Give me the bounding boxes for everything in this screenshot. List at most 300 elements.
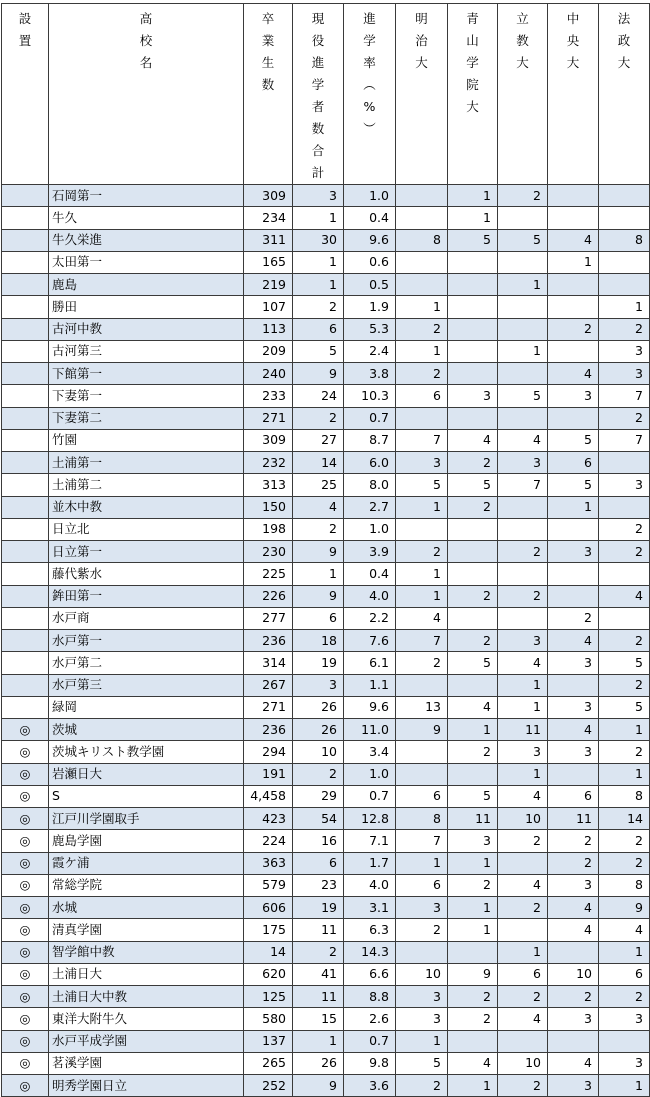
aoyama-gakuin-cell bbox=[448, 318, 498, 340]
aoyama-gakuin-cell: 3 bbox=[448, 385, 498, 407]
graduates-cell: 107 bbox=[244, 296, 293, 318]
hosei-cell: 3 bbox=[599, 1052, 650, 1074]
school-name-cell: 鹿島 bbox=[49, 274, 244, 296]
hosei-cell: 2 bbox=[599, 986, 650, 1008]
header-meiji bbox=[396, 4, 448, 185]
aoyama-gakuin-cell bbox=[448, 763, 498, 785]
chuo-cell bbox=[548, 340, 599, 362]
graduates-cell: 579 bbox=[244, 874, 293, 896]
setchi-mark-cell bbox=[2, 363, 49, 385]
header-char: 現 bbox=[311, 11, 325, 26]
total-admitted-cell: 3 bbox=[293, 674, 344, 696]
total-admitted-cell: 4 bbox=[293, 496, 344, 518]
school-name-cell: 江戸川学園取手 bbox=[49, 808, 244, 830]
table-row bbox=[2, 407, 650, 429]
meiji-cell: 7 bbox=[396, 429, 448, 451]
setchi-mark-cell: ◎ bbox=[2, 785, 49, 807]
rikkyo-cell bbox=[498, 919, 548, 941]
rikkyo-cell: 10 bbox=[498, 1052, 548, 1074]
chuo-cell: 1 bbox=[548, 251, 599, 273]
total-admitted-cell: 24 bbox=[293, 385, 344, 407]
meiji-cell bbox=[396, 207, 448, 229]
admission-rate-cell: 0.6 bbox=[344, 251, 396, 273]
chuo-cell bbox=[548, 585, 599, 607]
hosei-cell: 9 bbox=[599, 897, 650, 919]
table-row bbox=[2, 852, 650, 874]
hosei-cell: 3 bbox=[599, 1008, 650, 1030]
school-name-cell: 智学館中教 bbox=[49, 941, 244, 963]
chuo-cell: 4 bbox=[548, 919, 599, 941]
table-row bbox=[2, 897, 650, 919]
admission-rate-cell: 0.7 bbox=[344, 785, 396, 807]
school-name-cell: 東洋大附牛久 bbox=[49, 1008, 244, 1030]
rikkyo-cell: 1 bbox=[498, 696, 548, 718]
admission-rate-cell: 12.8 bbox=[344, 808, 396, 830]
setchi-mark-cell: ◎ bbox=[2, 1052, 49, 1074]
rikkyo-cell: 10 bbox=[498, 808, 548, 830]
graduates-cell: 240 bbox=[244, 363, 293, 385]
aoyama-gakuin-cell: 4 bbox=[448, 1052, 498, 1074]
admission-rate-cell: 1.0 bbox=[344, 185, 396, 207]
graduates-cell: 113 bbox=[244, 318, 293, 340]
table-row bbox=[2, 941, 650, 963]
chuo-cell: 6 bbox=[548, 452, 599, 474]
setchi-mark-cell: ◎ bbox=[2, 852, 49, 874]
meiji-cell: 5 bbox=[396, 474, 448, 496]
header-char: 高 bbox=[139, 11, 153, 26]
admission-rate-cell: 7.1 bbox=[344, 830, 396, 852]
table-row bbox=[2, 541, 650, 563]
hosei-cell: 4 bbox=[599, 919, 650, 941]
aoyama-gakuin-cell: 2 bbox=[448, 452, 498, 474]
rikkyo-cell: 2 bbox=[498, 986, 548, 1008]
graduates-cell: 198 bbox=[244, 518, 293, 540]
hosei-cell: 4 bbox=[599, 585, 650, 607]
table-row bbox=[2, 296, 650, 318]
meiji-cell: 2 bbox=[396, 919, 448, 941]
header-char: ︶ bbox=[363, 121, 376, 136]
header-char: 卒 bbox=[261, 11, 275, 26]
header-char: 大 bbox=[617, 55, 631, 70]
header-char: 学 bbox=[311, 77, 325, 92]
table-row bbox=[2, 919, 650, 941]
setchi-mark-cell: ◎ bbox=[2, 874, 49, 896]
header-char: 央 bbox=[566, 33, 580, 48]
rikkyo-cell: 4 bbox=[498, 429, 548, 451]
table-row bbox=[2, 808, 650, 830]
hosei-cell bbox=[599, 251, 650, 273]
total-admitted-cell: 29 bbox=[293, 785, 344, 807]
graduates-cell: 232 bbox=[244, 452, 293, 474]
header-char: 大 bbox=[415, 55, 428, 70]
admission-rate-cell: 4.0 bbox=[344, 874, 396, 896]
chuo-cell: 4 bbox=[548, 719, 599, 741]
setchi-mark-cell bbox=[2, 696, 49, 718]
meiji-cell: 5 bbox=[396, 1052, 448, 1074]
chuo-cell: 6 bbox=[548, 785, 599, 807]
school-name-cell: 藤代紫水 bbox=[49, 563, 244, 585]
hosei-cell bbox=[599, 452, 650, 474]
rikkyo-cell: 4 bbox=[498, 652, 548, 674]
meiji-cell: 8 bbox=[396, 229, 448, 251]
hosei-cell: 1 bbox=[599, 296, 650, 318]
graduates-cell: 271 bbox=[244, 696, 293, 718]
admission-rate-cell: 9.6 bbox=[344, 229, 396, 251]
admission-rate-cell: 2.2 bbox=[344, 607, 396, 629]
hosei-cell: 2 bbox=[599, 541, 650, 563]
chuo-cell: 2 bbox=[548, 830, 599, 852]
school-name-cell: 水戸商 bbox=[49, 607, 244, 629]
header-char: 学 bbox=[466, 55, 479, 70]
aoyama-gakuin-cell: 2 bbox=[448, 986, 498, 1008]
header-char: 中 bbox=[566, 11, 580, 26]
header-char: 名 bbox=[139, 55, 153, 70]
chuo-cell bbox=[548, 563, 599, 585]
admission-rate-cell: 6.1 bbox=[344, 652, 396, 674]
graduates-cell: 165 bbox=[244, 251, 293, 273]
graduates-cell: 252 bbox=[244, 1075, 293, 1097]
school-name-cell: 土浦第二 bbox=[49, 474, 244, 496]
graduates-cell: 125 bbox=[244, 986, 293, 1008]
hosei-cell bbox=[599, 207, 650, 229]
meiji-cell bbox=[396, 185, 448, 207]
total-admitted-cell: 9 bbox=[293, 541, 344, 563]
admission-rate-cell: 3.1 bbox=[344, 897, 396, 919]
chuo-cell bbox=[548, 407, 599, 429]
header-char: 治 bbox=[415, 33, 428, 48]
school-name-cell: 茨城 bbox=[49, 719, 244, 741]
admission-rate-cell: 1.9 bbox=[344, 296, 396, 318]
meiji-cell bbox=[396, 251, 448, 273]
total-admitted-cell: 15 bbox=[293, 1008, 344, 1030]
hosei-cell: 1 bbox=[599, 719, 650, 741]
graduates-cell: 311 bbox=[244, 229, 293, 251]
chuo-cell: 4 bbox=[548, 1052, 599, 1074]
total-admitted-cell: 18 bbox=[293, 630, 344, 652]
admission-rate-cell: 14.3 bbox=[344, 941, 396, 963]
table-row bbox=[2, 785, 650, 807]
header-char: 大 bbox=[466, 99, 479, 114]
hosei-cell: 1 bbox=[599, 763, 650, 785]
meiji-cell: 1 bbox=[396, 296, 448, 318]
setchi-mark-cell: ◎ bbox=[2, 897, 49, 919]
header-char: 者 bbox=[311, 99, 325, 114]
meiji-cell: 7 bbox=[396, 630, 448, 652]
total-admitted-cell: 23 bbox=[293, 874, 344, 896]
graduates-cell: 191 bbox=[244, 763, 293, 785]
total-admitted-cell: 6 bbox=[293, 318, 344, 340]
school-name-cell: 鉾田第一 bbox=[49, 585, 244, 607]
total-admitted-cell: 2 bbox=[293, 941, 344, 963]
setchi-mark-cell: ◎ bbox=[2, 1030, 49, 1052]
admission-rate-cell: 0.4 bbox=[344, 563, 396, 585]
graduates-cell: 224 bbox=[244, 830, 293, 852]
meiji-cell bbox=[396, 941, 448, 963]
school-name-cell: 勝田 bbox=[49, 296, 244, 318]
rikkyo-cell: 1 bbox=[498, 941, 548, 963]
meiji-cell: 1 bbox=[396, 1030, 448, 1052]
rikkyo-cell bbox=[498, 496, 548, 518]
admission-rate-cell: 2.4 bbox=[344, 340, 396, 362]
rikkyo-cell: 4 bbox=[498, 785, 548, 807]
setchi-mark-cell bbox=[2, 251, 49, 273]
meiji-cell: 3 bbox=[396, 452, 448, 474]
aoyama-gakuin-cell bbox=[448, 363, 498, 385]
graduates-cell: 4,458 bbox=[244, 785, 293, 807]
graduates-cell: 363 bbox=[244, 852, 293, 874]
setchi-mark-cell bbox=[2, 585, 49, 607]
meiji-cell: 2 bbox=[396, 1075, 448, 1097]
aoyama-gakuin-cell: 11 bbox=[448, 808, 498, 830]
graduates-cell: 314 bbox=[244, 652, 293, 674]
graduates-cell: 309 bbox=[244, 429, 293, 451]
setchi-mark-cell bbox=[2, 630, 49, 652]
hosei-cell: 14 bbox=[599, 808, 650, 830]
admission-rate-cell: 3.4 bbox=[344, 741, 396, 763]
hosei-cell bbox=[599, 274, 650, 296]
admission-rate-cell: 10.3 bbox=[344, 385, 396, 407]
table-row bbox=[2, 340, 650, 362]
aoyama-gakuin-cell: 1 bbox=[448, 852, 498, 874]
school-name-cell: 水戸平成学園 bbox=[49, 1030, 244, 1052]
total-admitted-cell: 2 bbox=[293, 407, 344, 429]
chuo-cell: 4 bbox=[548, 630, 599, 652]
chuo-cell: 5 bbox=[548, 429, 599, 451]
setchi-mark-cell: ◎ bbox=[2, 741, 49, 763]
header-setchi bbox=[2, 4, 49, 185]
rikkyo-cell bbox=[498, 852, 548, 874]
hosei-cell: 2 bbox=[599, 318, 650, 340]
admission-rate-cell: 6.3 bbox=[344, 919, 396, 941]
school-name-cell: 茗溪学園 bbox=[49, 1052, 244, 1074]
rikkyo-cell: 3 bbox=[498, 741, 548, 763]
meiji-cell: 3 bbox=[396, 986, 448, 1008]
aoyama-gakuin-cell: 1 bbox=[448, 719, 498, 741]
rikkyo-cell: 2 bbox=[498, 1075, 548, 1097]
graduates-cell: 236 bbox=[244, 630, 293, 652]
table-row bbox=[2, 874, 650, 896]
table-row bbox=[2, 607, 650, 629]
meiji-cell: 6 bbox=[396, 785, 448, 807]
school-name-cell: 下館第一 bbox=[49, 363, 244, 385]
rikkyo-cell bbox=[498, 607, 548, 629]
header-char: 率 bbox=[363, 55, 376, 70]
meiji-cell: 9 bbox=[396, 719, 448, 741]
rikkyo-cell bbox=[498, 363, 548, 385]
rikkyo-cell: 1 bbox=[498, 763, 548, 785]
graduates-cell: 271 bbox=[244, 407, 293, 429]
total-admitted-cell: 1 bbox=[293, 274, 344, 296]
table-row bbox=[2, 429, 650, 451]
table-row bbox=[2, 986, 650, 1008]
graduates-cell: 265 bbox=[244, 1052, 293, 1074]
total-admitted-cell: 1 bbox=[293, 207, 344, 229]
table-row bbox=[2, 363, 650, 385]
chuo-cell: 3 bbox=[548, 741, 599, 763]
chuo-cell bbox=[548, 941, 599, 963]
chuo-cell bbox=[548, 763, 599, 785]
rikkyo-cell: 4 bbox=[498, 1008, 548, 1030]
hosei-cell: 2 bbox=[599, 518, 650, 540]
header-char: 政 bbox=[617, 33, 631, 48]
header-char: 法 bbox=[617, 11, 631, 26]
table-row bbox=[2, 830, 650, 852]
admission-rate-cell: 1.0 bbox=[344, 763, 396, 785]
hosei-cell: 3 bbox=[599, 363, 650, 385]
admission-rate-cell: 7.6 bbox=[344, 630, 396, 652]
aoyama-gakuin-cell: 1 bbox=[448, 897, 498, 919]
school-name-cell: 古河中教 bbox=[49, 318, 244, 340]
aoyama-gakuin-cell: 2 bbox=[448, 1008, 498, 1030]
total-admitted-cell: 26 bbox=[293, 1052, 344, 1074]
hosei-cell: 8 bbox=[599, 785, 650, 807]
meiji-cell: 1 bbox=[396, 563, 448, 585]
rikkyo-cell bbox=[498, 318, 548, 340]
header-chuo bbox=[548, 4, 599, 185]
graduates-cell: 150 bbox=[244, 496, 293, 518]
graduates-cell: 606 bbox=[244, 897, 293, 919]
aoyama-gakuin-cell bbox=[448, 518, 498, 540]
chuo-cell: 2 bbox=[548, 986, 599, 1008]
table-row bbox=[2, 318, 650, 340]
aoyama-gakuin-cell: 5 bbox=[448, 652, 498, 674]
total-admitted-cell: 25 bbox=[293, 474, 344, 496]
total-admitted-cell: 9 bbox=[293, 363, 344, 385]
admission-rate-cell: 0.5 bbox=[344, 274, 396, 296]
table-row bbox=[2, 696, 650, 718]
rikkyo-cell: 1 bbox=[498, 674, 548, 696]
header-rikkyo bbox=[498, 4, 548, 185]
total-admitted-cell: 27 bbox=[293, 429, 344, 451]
table-row bbox=[2, 763, 650, 785]
rikkyo-cell bbox=[498, 296, 548, 318]
admission-rate-cell: 0.7 bbox=[344, 1030, 396, 1052]
meiji-cell bbox=[396, 518, 448, 540]
hosei-cell bbox=[599, 496, 650, 518]
total-admitted-cell: 9 bbox=[293, 585, 344, 607]
meiji-cell bbox=[396, 274, 448, 296]
admission-rate-cell: 5.3 bbox=[344, 318, 396, 340]
header-row bbox=[2, 4, 650, 185]
table-row bbox=[2, 518, 650, 540]
hosei-cell: 1 bbox=[599, 941, 650, 963]
school-name-cell: 太田第一 bbox=[49, 251, 244, 273]
setchi-mark-cell bbox=[2, 296, 49, 318]
table-row bbox=[2, 719, 650, 741]
total-admitted-cell: 2 bbox=[293, 763, 344, 785]
admission-rate-cell: 6.6 bbox=[344, 963, 396, 985]
table-row bbox=[2, 474, 650, 496]
admission-rate-cell: 3.6 bbox=[344, 1075, 396, 1097]
table-row bbox=[2, 630, 650, 652]
admission-rate-cell: 1.0 bbox=[344, 518, 396, 540]
setchi-mark-cell bbox=[2, 318, 49, 340]
aoyama-gakuin-cell: 2 bbox=[448, 741, 498, 763]
admission-rate-cell: 1.1 bbox=[344, 674, 396, 696]
chuo-cell: 4 bbox=[548, 229, 599, 251]
table-row bbox=[2, 674, 650, 696]
aoyama-gakuin-cell: 1 bbox=[448, 1075, 498, 1097]
header-char: ︵ bbox=[363, 77, 376, 92]
admission-rate-cell: 0.4 bbox=[344, 207, 396, 229]
admission-rate-cell: 9.6 bbox=[344, 696, 396, 718]
hosei-cell: 3 bbox=[599, 340, 650, 362]
chuo-cell: 3 bbox=[548, 1008, 599, 1030]
meiji-cell: 2 bbox=[396, 318, 448, 340]
aoyama-gakuin-cell: 3 bbox=[448, 830, 498, 852]
setchi-mark-cell bbox=[2, 496, 49, 518]
rikkyo-cell bbox=[498, 407, 548, 429]
setchi-mark-cell: ◎ bbox=[2, 941, 49, 963]
aoyama-gakuin-cell bbox=[448, 1030, 498, 1052]
chuo-cell: 2 bbox=[548, 318, 599, 340]
aoyama-gakuin-cell bbox=[448, 607, 498, 629]
total-admitted-cell: 26 bbox=[293, 719, 344, 741]
setchi-mark-cell: ◎ bbox=[2, 830, 49, 852]
school-name-cell: 明秀学園日立 bbox=[49, 1075, 244, 1097]
graduates-cell: 175 bbox=[244, 919, 293, 941]
admission-rate-cell: 2.7 bbox=[344, 496, 396, 518]
rikkyo-cell bbox=[498, 251, 548, 273]
chuo-cell: 4 bbox=[548, 363, 599, 385]
table-row bbox=[2, 652, 650, 674]
rikkyo-cell: 11 bbox=[498, 719, 548, 741]
admission-rate-cell: 3.9 bbox=[344, 541, 396, 563]
university-admissions-table bbox=[1, 3, 650, 1097]
chuo-cell: 10 bbox=[548, 963, 599, 985]
setchi-mark-cell bbox=[2, 407, 49, 429]
chuo-cell: 3 bbox=[548, 652, 599, 674]
school-name-cell: 石岡第一 bbox=[49, 185, 244, 207]
hosei-cell: 2 bbox=[599, 630, 650, 652]
school-name-cell: 牛久栄進 bbox=[49, 229, 244, 251]
aoyama-gakuin-cell bbox=[448, 251, 498, 273]
chuo-cell: 5 bbox=[548, 474, 599, 496]
admission-rate-cell: 9.8 bbox=[344, 1052, 396, 1074]
hosei-cell: 8 bbox=[599, 874, 650, 896]
chuo-cell: 3 bbox=[548, 541, 599, 563]
aoyama-gakuin-cell: 2 bbox=[448, 585, 498, 607]
setchi-mark-cell bbox=[2, 229, 49, 251]
chuo-cell: 2 bbox=[548, 607, 599, 629]
chuo-cell: 1 bbox=[548, 496, 599, 518]
header-char: 進 bbox=[311, 55, 325, 70]
chuo-cell: 11 bbox=[548, 808, 599, 830]
rikkyo-cell: 6 bbox=[498, 963, 548, 985]
school-name-cell: 清真学園 bbox=[49, 919, 244, 941]
hosei-cell: 2 bbox=[599, 407, 650, 429]
aoyama-gakuin-cell: 4 bbox=[448, 429, 498, 451]
chuo-cell: 4 bbox=[548, 897, 599, 919]
admission-rate-cell: 6.0 bbox=[344, 452, 396, 474]
school-name-cell: 茨城キリスト教学園 bbox=[49, 741, 244, 763]
school-name-cell: 土浦第一 bbox=[49, 452, 244, 474]
aoyama-gakuin-cell: 5 bbox=[448, 785, 498, 807]
table-row bbox=[2, 251, 650, 273]
admission-rate-cell: 8.0 bbox=[344, 474, 396, 496]
total-admitted-cell: 3 bbox=[293, 185, 344, 207]
graduates-cell: 236 bbox=[244, 719, 293, 741]
hosei-cell: 6 bbox=[599, 963, 650, 985]
chuo-cell bbox=[548, 1030, 599, 1052]
rikkyo-cell: 5 bbox=[498, 385, 548, 407]
graduates-cell: 294 bbox=[244, 741, 293, 763]
setchi-mark-cell bbox=[2, 429, 49, 451]
meiji-cell bbox=[396, 741, 448, 763]
total-admitted-cell: 19 bbox=[293, 652, 344, 674]
table-row bbox=[2, 185, 650, 207]
admission-rate-cell: 2.6 bbox=[344, 1008, 396, 1030]
